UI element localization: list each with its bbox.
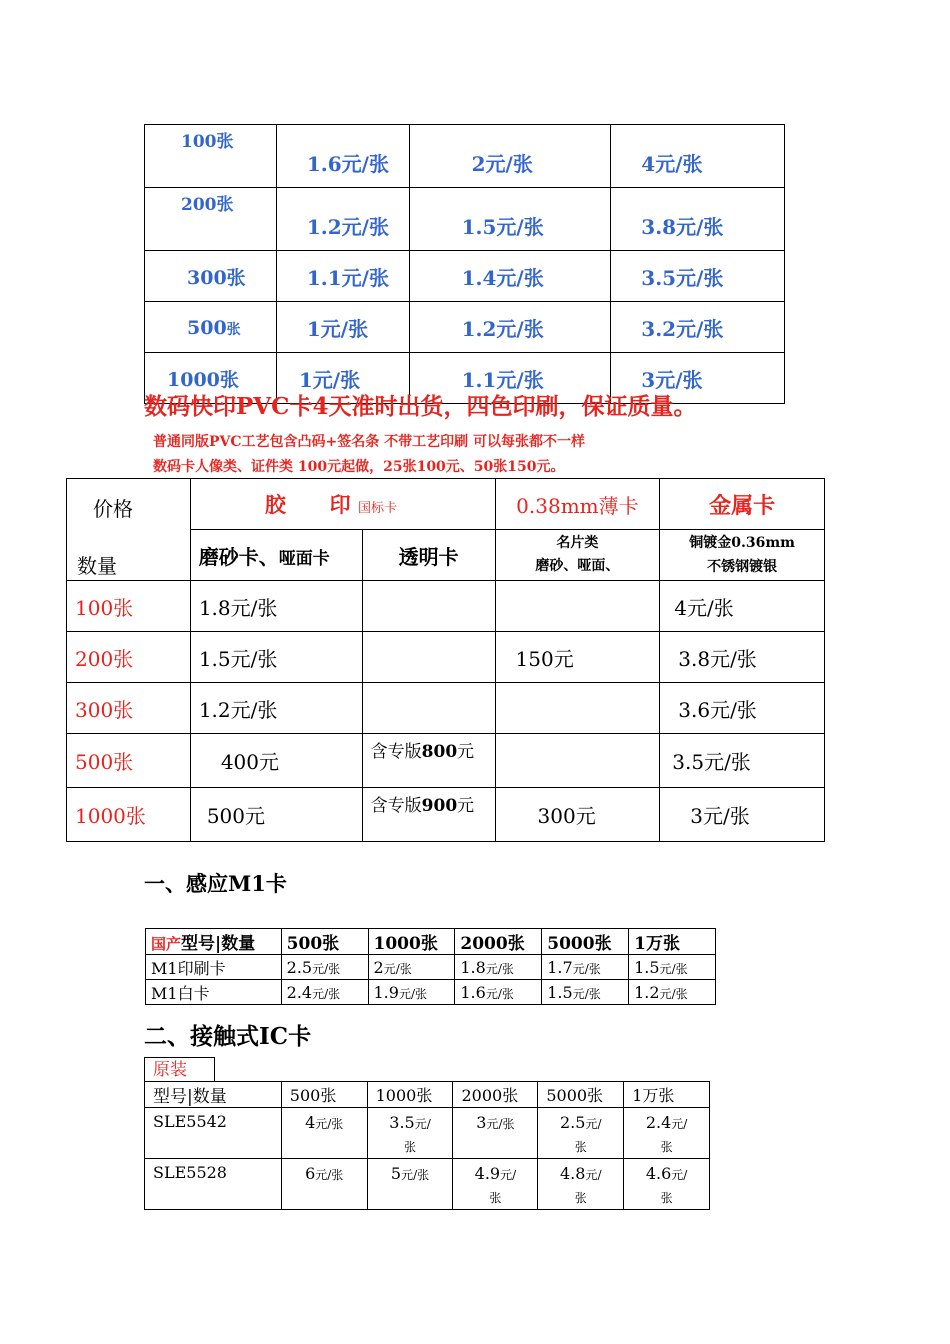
qty-cell: 100张 xyxy=(145,125,277,188)
column-header: 1000张 xyxy=(367,1082,453,1108)
corner-header xyxy=(67,479,191,581)
price-cell: 3.8元/张 xyxy=(660,632,825,683)
qty-cell: 1000张 xyxy=(145,353,277,404)
column-header: 5000张 xyxy=(538,1082,624,1108)
price-cell: 含专版800元 xyxy=(362,734,495,788)
offset-header: 胶 印 国标卡 xyxy=(190,479,495,530)
column-header: 2000张 xyxy=(453,1082,538,1108)
business-card-header: 名片类 磨砂、哑面、 xyxy=(495,530,660,581)
table-header-row xyxy=(67,479,825,530)
table-row xyxy=(145,188,785,251)
price-cell: 2.5元/张 xyxy=(281,955,368,980)
price-cell: 1.5元/张 xyxy=(629,955,716,980)
price-cell: 4.8元/ 张 xyxy=(538,1159,624,1210)
price-table-1 xyxy=(144,124,785,404)
price-cell: 1.8元/张 xyxy=(455,955,542,980)
price-cell: 1.5元/张 xyxy=(542,980,629,1005)
original-label: 原装 xyxy=(153,1060,187,1080)
price-cell: 4.9元/ 张 xyxy=(453,1159,538,1210)
model-qty-header: 型号|数量 xyxy=(145,1082,282,1108)
price-cell: 4元/张 xyxy=(281,1108,367,1159)
price-cell xyxy=(362,683,495,734)
price-cell: 3元/张 xyxy=(660,788,825,842)
column-header: 1000张 xyxy=(368,929,455,955)
price-cell xyxy=(362,632,495,683)
section-title-ic: 二、接触式IC卡 xyxy=(144,1023,312,1050)
price-cell: 1.2元/张 xyxy=(629,980,716,1005)
price-cell: 150元 xyxy=(495,632,660,683)
price-cell: 3元/张 xyxy=(453,1108,538,1159)
price-cell: 400元 xyxy=(190,734,362,788)
price-cell: 1.9元/张 xyxy=(368,980,455,1005)
transparent-header: 透明卡 xyxy=(362,530,495,581)
price-cell: 4元/张 xyxy=(660,581,825,632)
price-cell: 1.4元/张 xyxy=(409,251,611,302)
model-cell: SLE5542 xyxy=(145,1108,282,1159)
price-cell: 6元/张 xyxy=(281,1159,367,1210)
price-cell: 2.4元/张 xyxy=(281,980,368,1005)
price-cell: 2元/张 xyxy=(368,955,455,980)
price-cell xyxy=(362,581,495,632)
qty-cell: 500张 xyxy=(145,302,277,353)
price-cell: 3元/张 xyxy=(611,353,785,404)
model-cell: M1印刷卡 xyxy=(146,955,282,980)
column-header: 5000张 xyxy=(542,929,629,955)
model-qty-header: 国产型号|数量 xyxy=(146,929,282,955)
headline: 数码快印PVC卡4天准时出货，四色印刷，保证质量。 xyxy=(144,393,697,420)
price-cell xyxy=(495,581,660,632)
price-cell xyxy=(495,683,660,734)
qty-cell: 1000张 xyxy=(67,788,191,842)
qty-cell: 300张 xyxy=(145,251,277,302)
qty-cell: 300张 xyxy=(67,683,191,734)
column-header: 500张 xyxy=(281,1082,367,1108)
price-cell: 1.7元/张 xyxy=(542,955,629,980)
table-row xyxy=(67,581,825,632)
column-header: 1万张 xyxy=(629,929,716,955)
qty-cell: 500张 xyxy=(67,734,191,788)
section-title-m1: 一、感应M1卡 xyxy=(144,871,287,896)
price-cell: 1.2元/张 xyxy=(190,683,362,734)
price-cell: 1元/张 xyxy=(276,353,409,404)
price-cell: 含专版900元 xyxy=(362,788,495,842)
table-row xyxy=(145,302,785,353)
table-row xyxy=(67,788,825,842)
metal-sub-header: 铜镀金0.36mm 不锈钢镀银 xyxy=(660,530,825,581)
m1-card-table xyxy=(145,928,716,1005)
price-cell: 4.6元/ 张 xyxy=(624,1159,710,1210)
table-row xyxy=(67,683,825,734)
price-cell: 500元 xyxy=(190,788,362,842)
table-header-row xyxy=(145,1082,710,1108)
metal-card-header: 金属卡 xyxy=(660,479,825,530)
price-cell: 1.6元/张 xyxy=(276,125,409,188)
column-header: 500张 xyxy=(281,929,368,955)
original-label-box xyxy=(144,1057,215,1082)
price-cell: 2元/张 xyxy=(409,125,611,188)
price-cell: 1.2元/张 xyxy=(276,188,409,251)
frosted-header: 磨砂卡、哑面卡 xyxy=(190,530,362,581)
column-header: 1万张 xyxy=(624,1082,710,1108)
qty-cell: 100张 xyxy=(67,581,191,632)
qty-cell: 200张 xyxy=(145,188,277,251)
price-cell: 1.6元/张 xyxy=(455,980,542,1005)
price-table-2 xyxy=(66,478,825,842)
price-cell: 2.4元/ 张 xyxy=(624,1108,710,1159)
thin-card-header: 0.38mm薄卡 xyxy=(495,479,660,530)
price-cell: 1.5元/张 xyxy=(190,632,362,683)
model-cell: M1白卡 xyxy=(146,980,282,1005)
price-cell xyxy=(495,734,660,788)
table-row xyxy=(146,980,716,1005)
price-cell: 2.5元/ 张 xyxy=(538,1108,624,1159)
price-header: 价格 xyxy=(93,497,133,521)
price-cell: 1.5元/张 xyxy=(409,188,611,251)
note-line: 数码卡人像类、证件类 100元起做，25张100元、50张150元。 xyxy=(153,459,565,475)
table-row xyxy=(146,955,716,980)
ic-card-table xyxy=(144,1081,710,1210)
price-cell: 1.2元/张 xyxy=(409,302,611,353)
price-cell: 3.6元/张 xyxy=(660,683,825,734)
price-cell: 1.8元/张 xyxy=(190,581,362,632)
model-cell: SLE5528 xyxy=(145,1159,282,1210)
price-cell: 3.5元/张 xyxy=(611,251,785,302)
table-row xyxy=(145,1108,710,1159)
price-cell: 300元 xyxy=(495,788,660,842)
price-cell: 3.5元/ 张 xyxy=(367,1108,453,1159)
price-cell: 5元/张 xyxy=(367,1159,453,1210)
price-cell: 3.2元/张 xyxy=(611,302,785,353)
table-row xyxy=(145,125,785,188)
table-row xyxy=(145,1159,710,1210)
price-cell: 3.5元/张 xyxy=(660,734,825,788)
price-cell: 4元/张 xyxy=(611,125,785,188)
qty-header: 数量 xyxy=(77,554,117,578)
table-row xyxy=(145,251,785,302)
price-cell: 1.1元/张 xyxy=(276,251,409,302)
price-cell: 3.8元/张 xyxy=(611,188,785,251)
table-row xyxy=(67,734,825,788)
qty-cell: 200张 xyxy=(67,632,191,683)
column-header: 2000张 xyxy=(455,929,542,955)
price-cell: 1.1元/张 xyxy=(409,353,611,404)
price-cell: 1元/张 xyxy=(276,302,409,353)
note-line: 普通同版PVC工艺包含凸码+签名条 不带工艺印刷 可以每张都不一样 xyxy=(153,434,586,450)
table-row xyxy=(67,632,825,683)
table-header-row xyxy=(146,929,716,955)
